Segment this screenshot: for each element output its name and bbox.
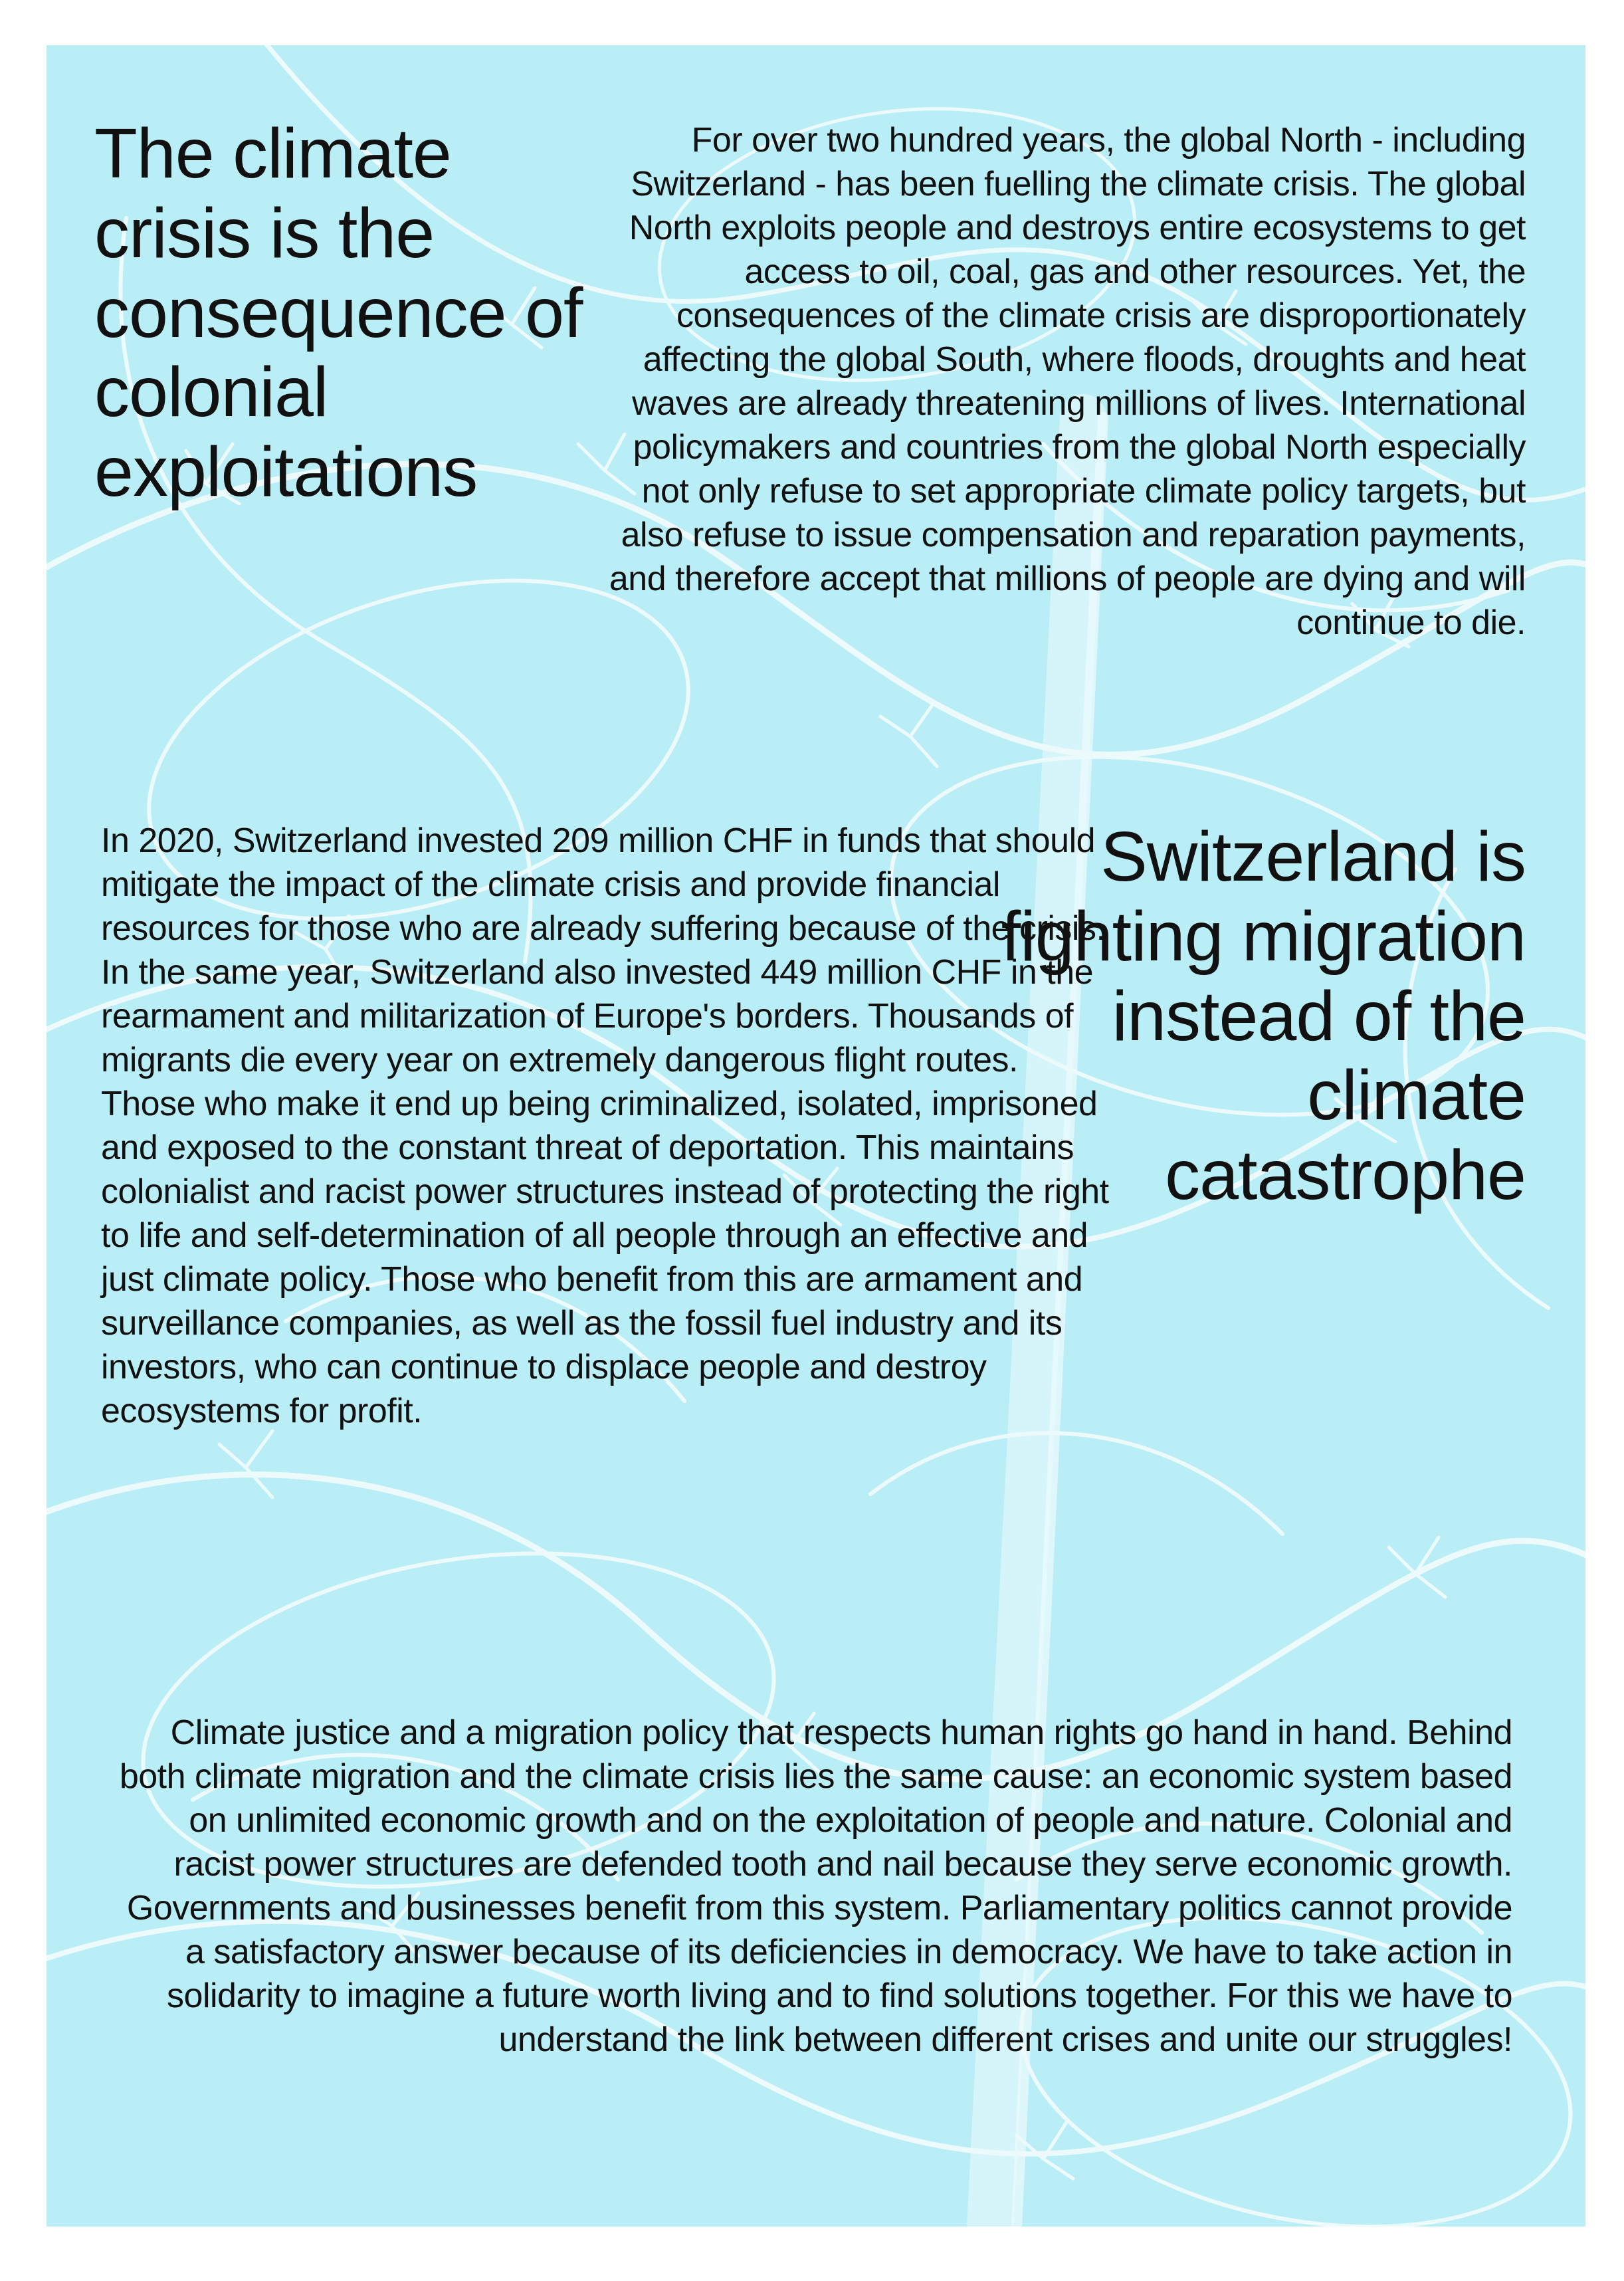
heading-switzerland-fighting-migration: Switzerland is fighting migration instead of the climate catastrophe — [1001, 817, 1526, 1215]
paragraph-global-north: For over two hundred years, the global North - including Switzerland - has been fuelling the climate crisis. The global North exploits people and destroys entire ecosystems to get access to oil, coal, gas and other resources. Yet, the consequences of the climate crisis are disproportionately affecting the global South, where floods, droughts and heat waves are already threatening millions of lives. International policymakers and countries from the global North especially not only refuse to set appropriate climate policy targets, but also refuse to issue compensation and reparation payments, and therefore accept that millions of people are dying and will continue to die. — [609, 121, 1526, 642]
paragraph-climate-justice: Climate justice and a migration policy that respects human rights go hand in hand. Behind both climate migration and the climate crisis lies the same cause: an economic system based on unlimited economic growth and on the exploitation of people and nature. Colonial and racist power structures are defended tooth and nail because they serve economic growth. Governments and businesses benefit from this system. Parliamentary politics cannot provide a satisfactory answer because of its deficiencies in democracy. We have to take action in solidarity to imagine a future worth living and to find solutions together. For this we have to understand the link between different crises and unite our struggles! — [119, 1713, 1512, 2059]
paragraph-switzerland-investments: In 2020, Switzerland invested 209 million CHF in funds that should mitigate the impact of the climate crisis and provide financial resources for those who are already suffering because of the crisis. In the same year, Switzerland also invested 449 million CHF in the rearmament and militarization of Europe's borders. Thousands of migrants die every year on extremely dangerous flight routes. Those who make it end up being criminalized, isolated, imprisoned and exposed to the constant threat of deportation. This maintains colonialist and racist power structures instead of protecting the right to life and self-determination of all people through an effective and just climate policy. Those who benefit from this are armament and surveillance companies, as well as the fossil fuel industry and its investors, who can continue to displace people and destroy ecosystems for profit. — [101, 821, 1109, 1430]
poster-panel — [47, 45, 1585, 2227]
heading-colonial-exploitations: The climate crisis is the consequence of colonial exploitations — [94, 114, 583, 512]
